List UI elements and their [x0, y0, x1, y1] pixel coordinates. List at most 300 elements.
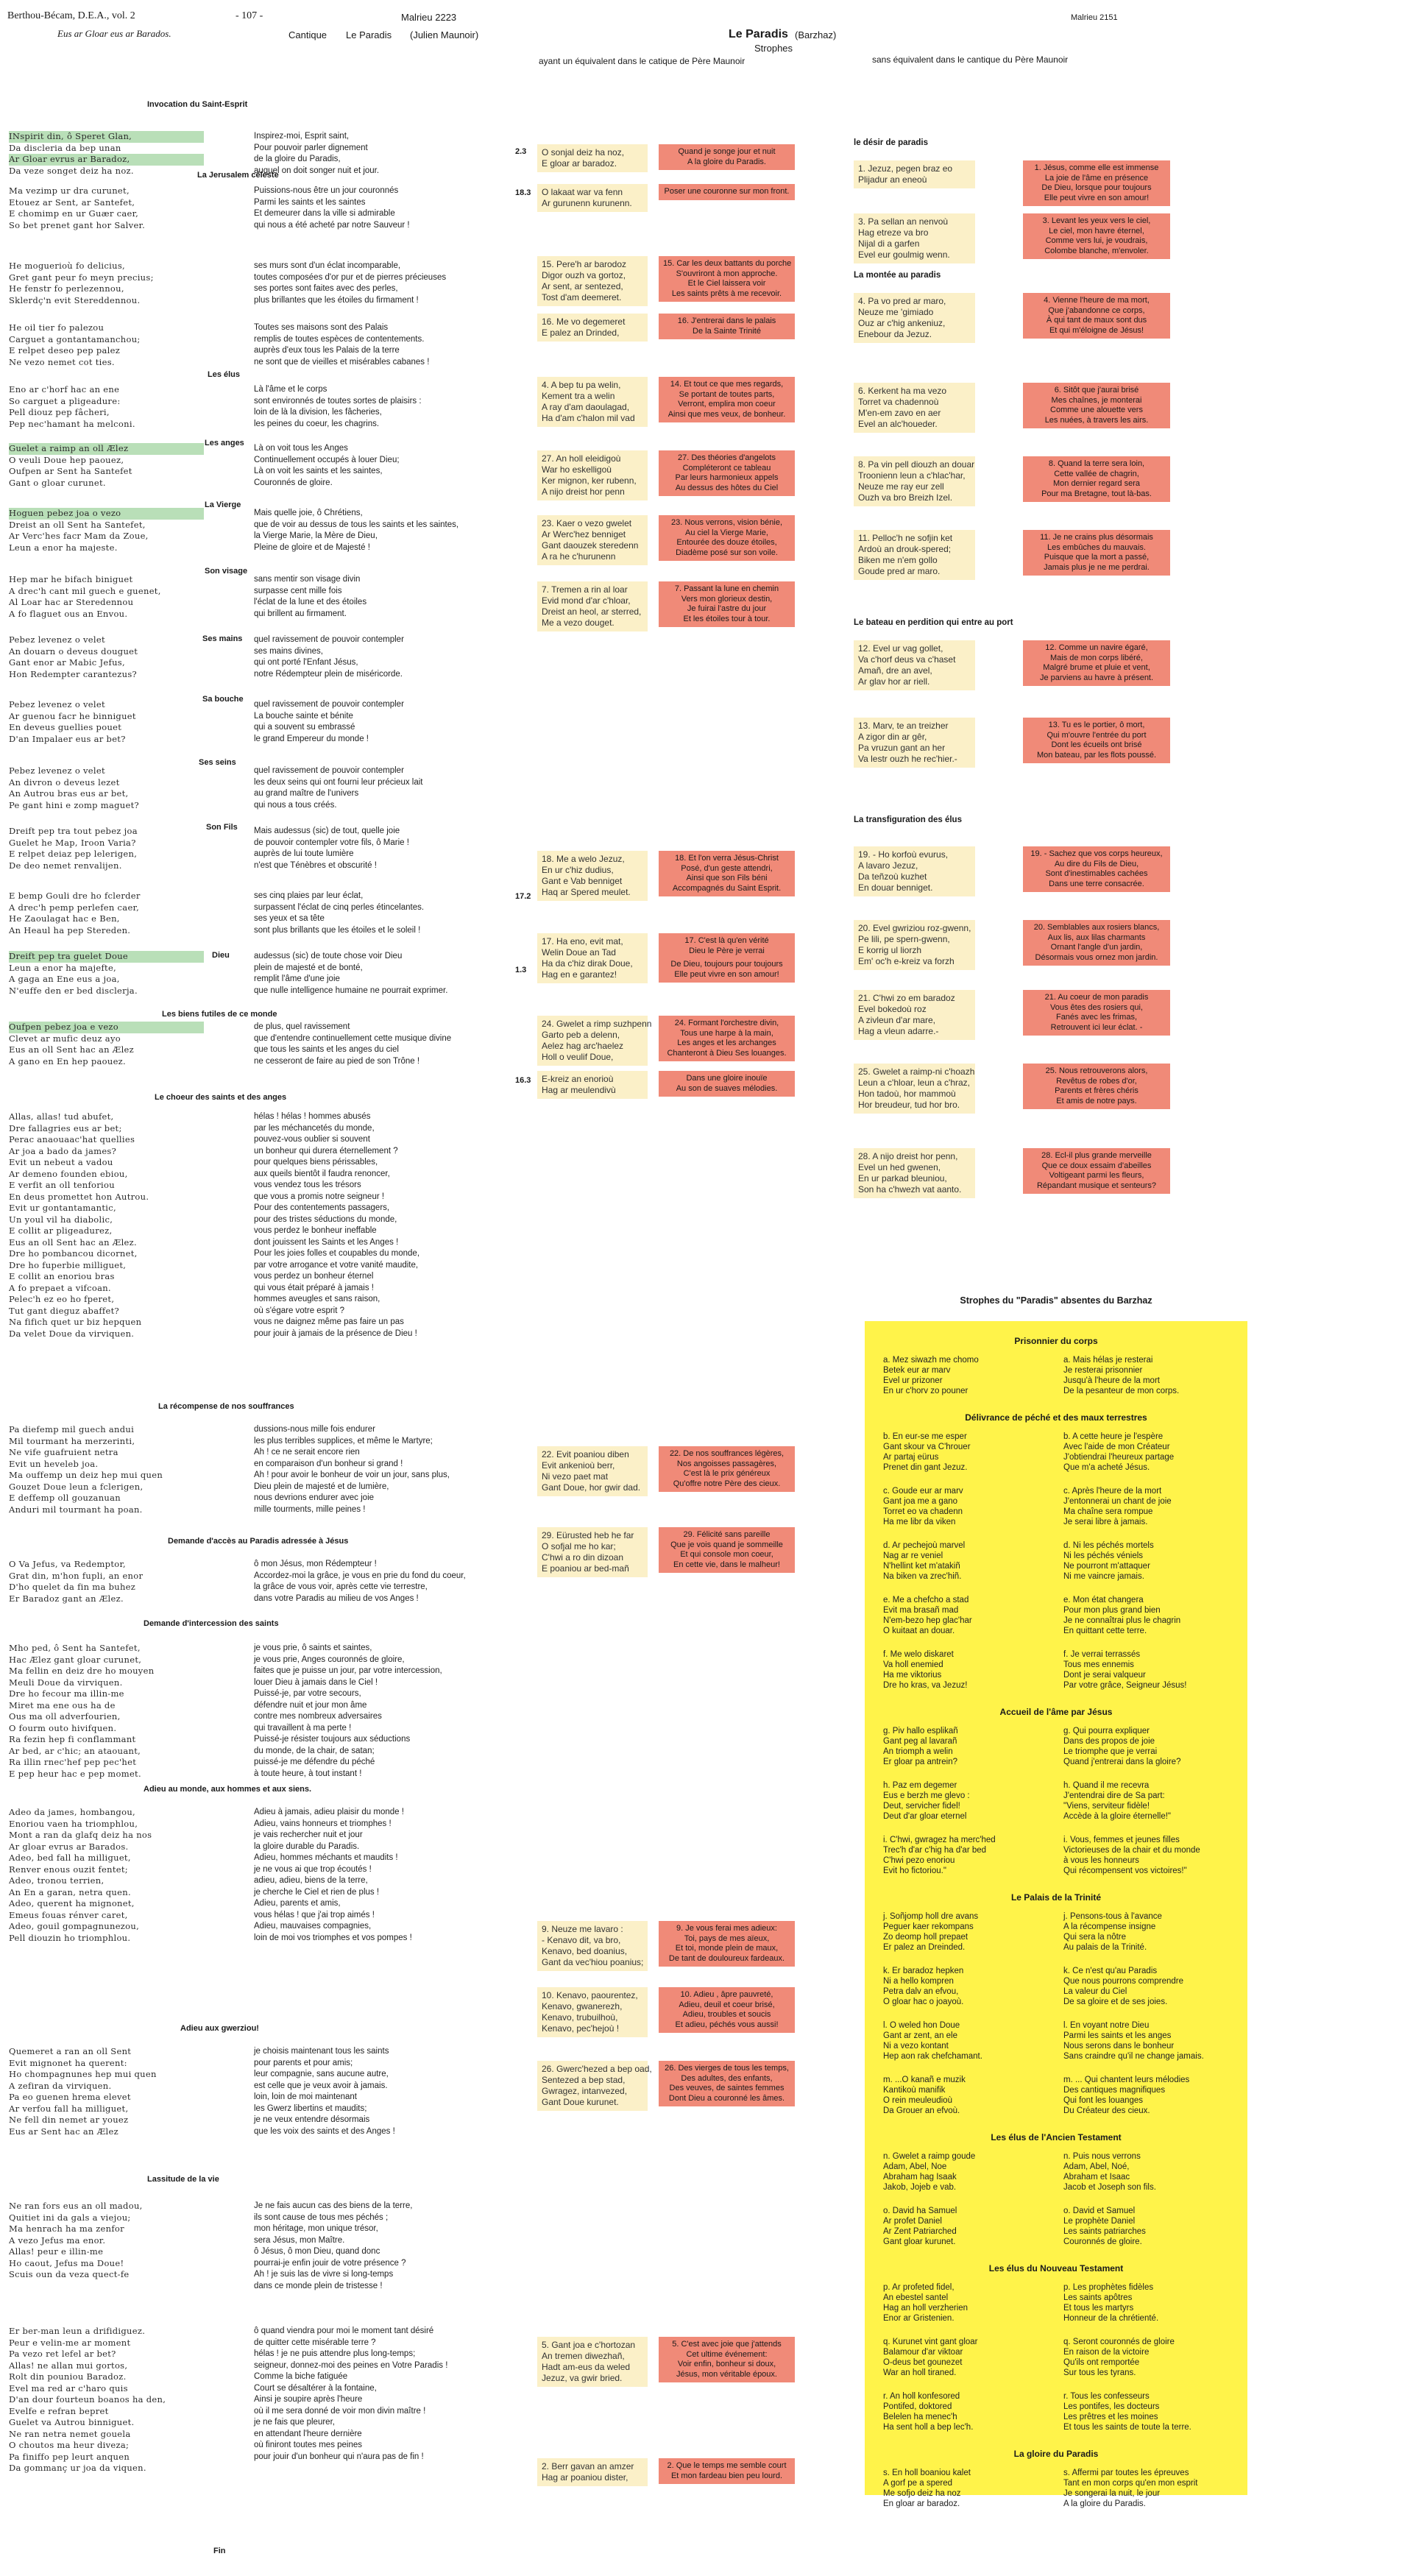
breton-line: Tut gant dieguz abaffet?	[9, 1305, 119, 1316]
french-line: je vous prie, Anges couronnés de gloire,	[254, 1655, 405, 1664]
section-title-adieu-gwerziou: Adieu aux gwerziou!	[180, 2024, 259, 2033]
cantique-title: Le Paradis	[346, 29, 392, 40]
right-title: Le Paradis	[729, 28, 788, 40]
french-line: ô Jésus, ô mon Dieu, quand donc	[254, 2247, 380, 2256]
french-line: La joie de l'âme en présence	[1044, 173, 1149, 183]
french-line: Puissé-je, par votre secours,	[254, 1689, 361, 1698]
breton-line: Pebez levenez o velet	[9, 634, 105, 645]
breton-line: Haq ar Spered meulet.	[542, 887, 631, 897]
french-line: De tant de douloureux fardeaux.	[668, 1953, 785, 1963]
barzhaz-strophe	[854, 1064, 975, 1114]
french-line: ses cinq plaies par leur éclat,	[254, 891, 364, 900]
breton-line: Eus ar Sent hac an Ælez	[9, 2126, 118, 2137]
breton-line: Hep mar he bifach biniguet	[9, 574, 133, 584]
breton-line: Ar guenou facr he binniguet	[9, 710, 136, 721]
breton-line: Neuze me ray eur zell	[858, 481, 944, 492]
french-line: Puissions-nous être un jour couronnés	[254, 186, 399, 195]
french-equivalent-strophe	[659, 450, 795, 496]
breton-line: Evid mond d'ar c'hloar,	[542, 595, 631, 606]
strophes-label: Strophes	[754, 43, 793, 54]
french-line: Et mon fardeau bien peu lourd.	[670, 2471, 783, 2480]
breton-line: Evel ur prizoner	[883, 1376, 943, 1385]
breton-line: Guelet a raimp an oll Ælez	[9, 443, 204, 455]
french-line: pour jouir à jamais de la présence de Dieu !	[254, 1328, 417, 1338]
french-line: En quittant cette terre.	[1063, 1627, 1147, 1635]
french-line: l'éclat de la lune et des étoiles	[254, 598, 367, 606]
breton-line: 1. Jezuz, pegen braz eo	[858, 163, 953, 174]
french-line: Je resterai prisonnier	[1063, 1366, 1143, 1375]
breton-equivalent-strophe	[537, 184, 648, 212]
barzhaz-strophe	[854, 383, 975, 433]
page-number: - 107 -	[236, 10, 263, 21]
breton-line: Perac anaouaac'hat quellies	[9, 1134, 135, 1144]
french-line: est celle que je veux avoir à jamais.	[254, 2081, 388, 2090]
section-title: Son Fils	[206, 823, 238, 832]
breton-line: Enoriou vaen ha triomphlou,	[9, 1818, 138, 1829]
breton-stanza	[9, 322, 204, 368]
breton-line: Dreift pep tra tout pebez joa	[9, 826, 138, 836]
breton-line: g. Piv hallo esplikañ	[883, 1727, 958, 1735]
french-equivalent-strophe	[659, 957, 795, 983]
french-line: où s'égare votre esprit ?	[254, 1306, 345, 1315]
breton-line: Sentezed a bep stad,	[542, 2075, 626, 2085]
breton-line: Renver enous ouzit fentet;	[9, 1864, 128, 1875]
breton-line: An triomph a welin	[883, 1747, 953, 1756]
breton-line: E collit an enoriou bras	[9, 1271, 115, 1281]
breton-line: Allas! peur e illin-me	[9, 2246, 104, 2257]
breton-line: Ar joa a bado da james?	[9, 1145, 117, 1156]
breton-line: Gant enor ar Mabic Jefus,	[9, 657, 125, 668]
french-translation	[254, 699, 508, 745]
french-line: Quand je songe jour et nuit	[678, 147, 776, 156]
french-translation	[254, 131, 508, 177]
barzhaz-translation	[1023, 160, 1170, 206]
breton-line: E korrig ul liorzh	[858, 945, 922, 955]
french-line: Elle peut vivre en son amour!	[1044, 193, 1150, 202]
breton-line: A drec'h cant mil guech e guenet,	[9, 585, 161, 596]
breton-stanza	[9, 1111, 204, 1340]
breton-stanza	[9, 384, 204, 430]
breton-line: Ni a vezo kontant	[883, 2042, 949, 2050]
mid-column-head: ayant un équivalent dans le catique de Père Maunoir	[539, 56, 746, 66]
french-line: Et amis de notre pays.	[1056, 1096, 1137, 1105]
french-line: par les méchancetés du monde,	[254, 1123, 375, 1133]
french-line: hélas ! je ne puis attendre plus long-temps;	[254, 2349, 416, 2358]
french-line: qui nous a tous créés.	[254, 800, 337, 810]
french-line: les plus terribles supplices, et même le Martyre;	[254, 1436, 433, 1446]
french-line: Mon bateau, par les flots poussé.	[1036, 750, 1157, 760]
breton-line: Ar demeno founden ebiou,	[9, 1168, 128, 1179]
breton-line: En ur c'horv zo pouner	[883, 1387, 968, 1395]
breton-line: Ma fellin en deiz dre ho mouyen	[9, 1666, 155, 1676]
french-line: 26. Des vierges de tous les temps,	[665, 2064, 789, 2073]
french-line: Sans craindre qu'il ne change jamais.	[1063, 2052, 1204, 2061]
section-title-demande-acces: Demande d'accès au Paradis adressée à Jésus	[168, 1537, 349, 1546]
barzhaz-translation	[1023, 640, 1170, 686]
breton-line: Va c'horf deus va c'haset	[858, 654, 956, 665]
right-section-head: le désir de paradis	[854, 138, 928, 147]
french-line: Je serai libre à jamais.	[1063, 1518, 1148, 1526]
french-equivalent-strophe	[659, 515, 795, 561]
barzhaz-translation	[1023, 1064, 1170, 1109]
french-line: quel ravissement de pouvoir contempler	[254, 635, 404, 644]
breton-line: Dre fallagries eus ar bet;	[9, 1122, 122, 1133]
french-line: Adieu à jamais, adieu plaisir du monde !	[254, 1808, 404, 1816]
barzhaz-translation	[1023, 920, 1170, 966]
breton-line: Evit ur gontantamantic,	[9, 1203, 116, 1213]
barzhaz-strophe	[854, 990, 975, 1040]
french-line: "Viens, serviteur fidèle!	[1063, 1802, 1150, 1811]
absent-french	[1063, 1835, 1244, 1876]
absent-section-head: La gloire du Paradis	[1013, 2449, 1099, 2459]
french-line: Poser une couronne sur mon front.	[664, 187, 790, 196]
absent-breton	[883, 1780, 1052, 1822]
barzhaz-strophe	[854, 718, 975, 768]
french-line: 7. Passant la lune en chemin	[674, 584, 779, 593]
breton-equivalent-strophe	[537, 1527, 648, 1577]
breton-line: o. David ha Samuel	[883, 2207, 957, 2215]
breton-line: Ma ouffemp un deiz hep mui quen	[9, 1470, 163, 1480]
french-line: je ne fais que pleurer,	[254, 2418, 335, 2427]
malrieu-right: Malrieu 2151	[1071, 13, 1118, 22]
french-line: surpasse cent mille fois	[254, 586, 342, 595]
french-line: adieu, adieu, biens de la terre,	[254, 1876, 368, 1885]
breton-line: Leun a enor ha majefte,	[9, 962, 117, 973]
breton-line: 9. Neuze me lavaro :	[542, 1924, 623, 1934]
french-line: qui brillent au firmament.	[254, 609, 347, 618]
french-line: pour quelques biens périssables,	[254, 1158, 378, 1167]
french-line: f. Je verrai terrassés	[1063, 1650, 1141, 1659]
breton-line: Ar glav hor ar riell.	[858, 676, 930, 687]
breton-line: Goude pred ar maro.	[858, 566, 941, 576]
breton-line: Gret gant peur fo meyn precius;	[9, 272, 154, 283]
french-line: je cherche le Ciel et rien de plus !	[254, 1887, 380, 1897]
breton-line: Er palez an Dreinded.	[883, 1943, 966, 1952]
french-line: Adieu, mauvaises compagnies,	[254, 1922, 372, 1931]
french-translation	[254, 1111, 508, 1340]
breton-stanza	[9, 951, 204, 997]
breton-line: A vezo Jefus ma enor.	[9, 2234, 106, 2246]
breton-line: Kenavo, gwanerezh,	[542, 2001, 623, 2011]
french-line: Mais audessus (sic) de tout, quelle joie	[254, 827, 400, 835]
breton-line: So carguet a pligeadure:	[9, 395, 121, 406]
breton-line: Ne vezo nemet cot ties.	[9, 356, 115, 367]
french-line: Parmi les saints et les saintes	[254, 197, 366, 207]
breton-stanza	[9, 1807, 204, 1944]
french-line: 11. Je ne crains plus désormais	[1040, 533, 1153, 542]
french-line: Je parviens au havre à présent.	[1039, 673, 1154, 682]
breton-line: Kantikoù manifik	[883, 2086, 946, 2095]
french-equivalent-strophe	[659, 1016, 795, 1061]
french-line: pour jouir d'un bonheur qui n'aura pas de fin !	[254, 2452, 424, 2461]
french-line: qui ont porté l'Enfant Jésus,	[254, 658, 358, 667]
french-line: sera Jésus, mon Maître.	[254, 2235, 345, 2245]
breton-equivalent-strophe	[537, 1446, 648, 1496]
french-line: Et tous les saints de toute la terre.	[1063, 2423, 1191, 2432]
breton-line: Evit ho fictoriou."	[883, 1866, 946, 1875]
breton-line: He Zaoulagat hac e Ben,	[9, 913, 120, 924]
breton-line: Gant Doue kurunet.	[542, 2097, 619, 2107]
absent-french	[1063, 1355, 1244, 1396]
strophe-ref-number: 18.3	[515, 188, 531, 197]
breton-line: Ne ran fors eus an oll madou,	[9, 2201, 143, 2211]
section-title: Ses seins	[199, 758, 236, 767]
breton-line: Jakob, Jojeb e vab.	[883, 2183, 957, 2192]
breton-line: En ur parkad bleuniou,	[858, 1173, 947, 1183]
breton-line: 15. Pere'h ar barodoz	[542, 259, 627, 269]
french-equivalent-strophe	[659, 1527, 795, 1573]
french-line: Désormais vous ornez mon jardin.	[1035, 952, 1158, 962]
french-line: Pour des contentements passagers,	[254, 1203, 390, 1212]
french-line: qui nous a été acheté par notre Sauveur !	[254, 220, 410, 230]
breton-stanza	[9, 131, 204, 177]
french-line: 20. Semblables aux rosiers blancs,	[1033, 923, 1160, 932]
french-line: Verront, emplira mon coeur	[678, 400, 776, 408]
breton-line: Me sofjo deiz ha noz	[883, 2489, 961, 2498]
barzhaz-strophe	[854, 1148, 975, 1198]
breton-line: D'an dour fourteun boanos ha den,	[9, 2394, 166, 2405]
breton-line: Welin Doue an Tad	[542, 947, 616, 958]
breton-line: A lavaro Jezuz,	[858, 860, 918, 871]
barzhaz-strophe	[854, 213, 975, 263]
breton-line: Tost d'am deemeret.	[542, 292, 622, 302]
breton-line: Pe lili, pe spern-gwenn,	[858, 934, 950, 944]
absent-french	[1063, 2206, 1244, 2247]
breton-line: Adeo, bed fall ha milliguet,	[9, 1853, 131, 1863]
french-line: Toutes ses maisons sont des Palais	[254, 323, 389, 332]
french-line: en attendant l'heure dernière	[254, 2429, 362, 2438]
french-line: s. Affermi par toutes les épreuves	[1063, 2469, 1189, 2477]
french-line: remplis de toutes espèces de contentements.	[254, 334, 425, 344]
barzhaz-strophe	[854, 846, 975, 896]
french-line: pour parents et pour amis;	[254, 2058, 353, 2067]
breton-line: E relpet deseo pep palez	[9, 345, 121, 355]
french-line: h. Quand il me recevra	[1063, 1781, 1150, 1790]
breton-line: Dreift pep tra guelet Doue	[9, 951, 204, 963]
french-line: à toute heure, à tout instant !	[254, 1769, 362, 1778]
breton-line: Ar partaj eürus	[883, 1453, 939, 1462]
french-line: ses portes sont faites avec des perles,	[254, 284, 398, 293]
french-line: mon héritage, mon unique trésor,	[254, 2224, 378, 2233]
breton-line: Carguet a gontantamanchou;	[9, 333, 141, 344]
french-line: Les anges et les archanges	[677, 1038, 776, 1047]
french-line: j. Pensons-tous à l'avance	[1063, 1912, 1162, 1921]
french-line: Adieu, vains honneurs et triomphes !	[254, 1819, 392, 1828]
section-title-recompense: La récompense de nos souffrances	[158, 1402, 294, 1411]
breton-line: Pe gant hini e zomp maguet?	[9, 799, 139, 810]
french-line: p. Les prophètes fidèles	[1063, 2283, 1154, 2292]
french-line: Les prêtres et les moines	[1063, 2413, 1158, 2421]
breton-stanza	[9, 2326, 204, 2474]
french-line: ses murs sont d'un éclat incomparable,	[254, 261, 401, 270]
french-line: Et le Ciel laissera voir	[687, 279, 766, 288]
french-line: Puissé-je résister toujours aux séductions	[254, 1735, 411, 1744]
breton-line: Ha me libr da viken	[883, 1518, 956, 1526]
french-line: Adieu, parents et amis,	[254, 1899, 341, 1908]
french-line: ô quand viendra pour moi le moment tant désiré	[254, 2326, 434, 2335]
french-line: Au ciel la Vierge Marie,	[685, 528, 768, 537]
barzhaz-translation	[1023, 383, 1170, 428]
breton-line: Pa vezo ret lefel ar bet?	[9, 2349, 116, 2359]
breton-line: Ar verfou fall ha milliguet,	[9, 2103, 129, 2114]
breton-line: Sklerdç'n evit Stereddennou.	[9, 294, 141, 305]
french-line: le grand Empereur du monde !	[254, 734, 369, 743]
french-line: de quitter cette misérable terre ?	[254, 2338, 376, 2347]
french-line: Colombe blanche, m'envoler.	[1044, 246, 1149, 255]
breton-line: Ni a hello kompren	[883, 1977, 954, 1986]
breton-line: Evel eur goulmig wenn.	[858, 250, 950, 260]
french-line: C'est là le prix généreux	[683, 1469, 771, 1478]
breton-line: Evit ankenioù berr,	[542, 1460, 615, 1471]
french-line: o. David et Samuel	[1063, 2207, 1136, 2215]
breton-line: Hag ar poaniou dister,	[542, 2472, 628, 2483]
absent-breton	[883, 1432, 1052, 1473]
french-translation	[254, 185, 508, 231]
breton-line: Mont a ran da glafq deiz ha nos	[9, 1830, 152, 1840]
french-equivalent-strophe	[659, 256, 795, 302]
breton-line: Kenavo, bed doanius,	[542, 1946, 628, 1956]
breton-line: Dreist an oll Sent ha Santefet,	[9, 519, 146, 530]
breton-line: b. En eur-se me esper	[883, 1432, 967, 1441]
breton-line: Nag ar re veniel	[883, 1551, 943, 1560]
french-line: Parmi les saints et les anges	[1063, 2031, 1172, 2040]
breton-line: E pep heur hac e pep momet.	[9, 1768, 141, 1779]
french-translation	[254, 1424, 508, 1515]
french-line: dans votre Paradis au milieu de vos Anges !	[254, 1593, 419, 1603]
french-line: 15. Car les deux battants du porche	[663, 259, 792, 268]
french-line: Que j'abandonne ce corps,	[1048, 305, 1145, 315]
french-translation	[254, 951, 508, 997]
breton-line: Ar Gloar evrus ar Baradoz,	[9, 154, 204, 166]
french-translation	[254, 765, 508, 811]
french-translation	[254, 634, 508, 680]
barzhaz-translation	[1023, 293, 1170, 339]
breton-line: E bemp Gouli dre ho fclerder	[9, 891, 141, 901]
breton-line: Ra fezin hep fi conflammant	[9, 1734, 136, 1744]
absent-french	[1063, 1911, 1244, 1953]
breton-line: Troonienn leun a c'hlac'har,	[858, 470, 966, 481]
french-line: surpassent l'éclat de cinq perles étincelantes.	[254, 902, 425, 912]
breton-line: Evel un hed gwenen,	[858, 1162, 941, 1172]
breton-equivalent-strophe	[537, 851, 648, 901]
french-line: auquel on doit songer nuit et jour.	[254, 166, 380, 175]
breton-line: 26. Gwerc'hezed a bep oad,	[542, 2064, 652, 2074]
french-line: Nous serons dans le bonheur	[1063, 2042, 1175, 2050]
breton-line: Allas, allas! tud abufet,	[9, 1111, 114, 1122]
breton-line: Pelec'h ez eo ho fperet,	[9, 1294, 115, 1304]
breton-line: Da gommanç ur joa da viquen.	[9, 2463, 146, 2473]
absent-french	[1063, 2282, 1244, 2324]
french-line: quel ravissement de pouvoir contempler	[254, 766, 404, 775]
french-line: ses mains divines,	[254, 646, 323, 656]
breton-line: Clevet ar mufic deuz ayo	[9, 1033, 121, 1044]
french-line: De Dieu, lorsque pour toujours	[1041, 183, 1152, 192]
french-line: A la gloire du Paradis.	[687, 157, 766, 166]
breton-line: Guelet va Autrou binniguet.	[9, 2417, 135, 2427]
cantique-author: (Julien Maunoir)	[410, 29, 479, 40]
section-title-adieu-monde: Adieu au monde, aux hommes et aux siens.	[144, 1785, 312, 1794]
breton-stanza	[9, 1022, 204, 1067]
french-line: 29. Félicité sans pareille	[683, 1530, 771, 1539]
french-equivalent-strophe	[659, 933, 795, 959]
absent-french	[1063, 1649, 1244, 1691]
french-line: Chanteront à Dieu Ses louanges.	[667, 1048, 787, 1058]
breton-line: Hag a vleun adarre.-	[858, 1026, 939, 1036]
breton-line: A gano en En hep paouez.	[9, 1055, 126, 1066]
barzhaz-translation	[1023, 1148, 1170, 1194]
breton-line: Gwragez, intanvezed,	[542, 2086, 628, 2096]
breton-line: 23. Kaer o vezo gwelet	[542, 518, 632, 528]
french-line: aux queils bientôt il faudra renoncer,	[254, 1169, 390, 1178]
section-title: Invocation du Saint-Esprit	[147, 100, 248, 109]
french-line: Adieu, troubles et soucis	[682, 2010, 771, 2019]
french-line: Là on voit les saints et les saintes,	[254, 467, 383, 475]
french-line: hélas ! hélas ! hommes abusés	[254, 1112, 371, 1121]
breton-line: War an holl tiraned.	[883, 2368, 957, 2377]
breton-line: Scuis oun da veza quect-fe	[9, 2269, 130, 2279]
french-translation	[254, 1022, 508, 1067]
breton-equivalent-strophe	[537, 1987, 648, 2037]
french-line: Retrouvent ici leur éclat. -	[1050, 1022, 1143, 1032]
french-line: Des cantiques magnifiques	[1063, 2086, 1166, 2095]
breton-line: Jezuz, va gwir bried.	[542, 2373, 623, 2383]
absent-breton	[883, 2151, 1052, 2193]
breton-line: E chomimp en ur Guær caer,	[9, 208, 139, 219]
french-line: Nos angoisses passagères,	[676, 1459, 777, 1468]
breton-line: INspirit din, ô Speret Glan,	[9, 131, 204, 143]
breton-line: Plijadur an eneoù	[858, 174, 927, 185]
breton-line: Ne vife guafruient netra	[9, 1447, 118, 1457]
french-line: Les pontifes, les docteurs	[1063, 2402, 1160, 2411]
french-line: 17. C'est là qu'en vérité	[684, 936, 769, 945]
absent-breton	[883, 2282, 1052, 2324]
breton-line: Abraham hag Isaak	[883, 2173, 957, 2182]
french-line: Aux lis, aux lilas charmants	[1047, 933, 1146, 942]
french-line: 18. Et l'on verra Jésus-Christ	[675, 854, 779, 863]
absent-french	[1063, 2151, 1244, 2193]
breton-line: Pa vruzun gant an her	[858, 743, 946, 753]
breton-line: En ur c'hiz dudius,	[542, 865, 614, 875]
absent-section-head: Les élus de l'Ancien Testament	[991, 2132, 1122, 2142]
absent-breton	[883, 2075, 1052, 2116]
absent-french	[1063, 1726, 1244, 1767]
breton-line: i. C'hwi, gwragez ha merc'hed	[883, 1836, 996, 1844]
breton-line: Er gloar pa antrein?	[883, 1758, 958, 1766]
breton-line: Pa finiffo pep leurt anquen	[9, 2451, 130, 2462]
french-line: De Dieu, toujours pour toujours	[670, 960, 783, 969]
french-line: 24. Formant l'orchestre divin,	[674, 1019, 779, 1027]
breton-stanza	[9, 826, 204, 871]
breton-line: e. Me a chefcho a stad	[883, 1596, 969, 1604]
breton-equivalent-strophe	[537, 515, 648, 565]
breton-line: Pa eo guenen hrema elevet	[9, 2092, 131, 2102]
french-line: les peines du coeur, les chagrins.	[254, 419, 380, 428]
breton-line: En deus promettet hon Autrou.	[9, 1191, 149, 1202]
french-line: 9. Je vous ferai mes adieux:	[676, 1924, 777, 1933]
absent-breton	[883, 2468, 1052, 2509]
french-line: Qu'offre notre Père des cieux.	[673, 1479, 781, 1488]
french-line: auprès d'eux tous les Palais de la terre	[254, 346, 400, 355]
breton-line: Hon tadoù, hor mammoù	[858, 1089, 956, 1099]
absent-breton	[883, 1649, 1052, 1691]
strophe-ref-number: 1.3	[515, 966, 527, 974]
breton-line: 22. Evit poaniou diben	[542, 1449, 629, 1459]
french-line: du monde, de la chair, de satan;	[254, 1746, 375, 1755]
breton-line: Ra illin rnec'hef pep pec'het	[9, 1757, 137, 1767]
breton-line: D'ho quelet da fin ma buhez	[9, 1582, 136, 1592]
french-line: Puisque que la mort a passé,	[1044, 553, 1150, 562]
barzhaz-translation	[1023, 846, 1170, 892]
